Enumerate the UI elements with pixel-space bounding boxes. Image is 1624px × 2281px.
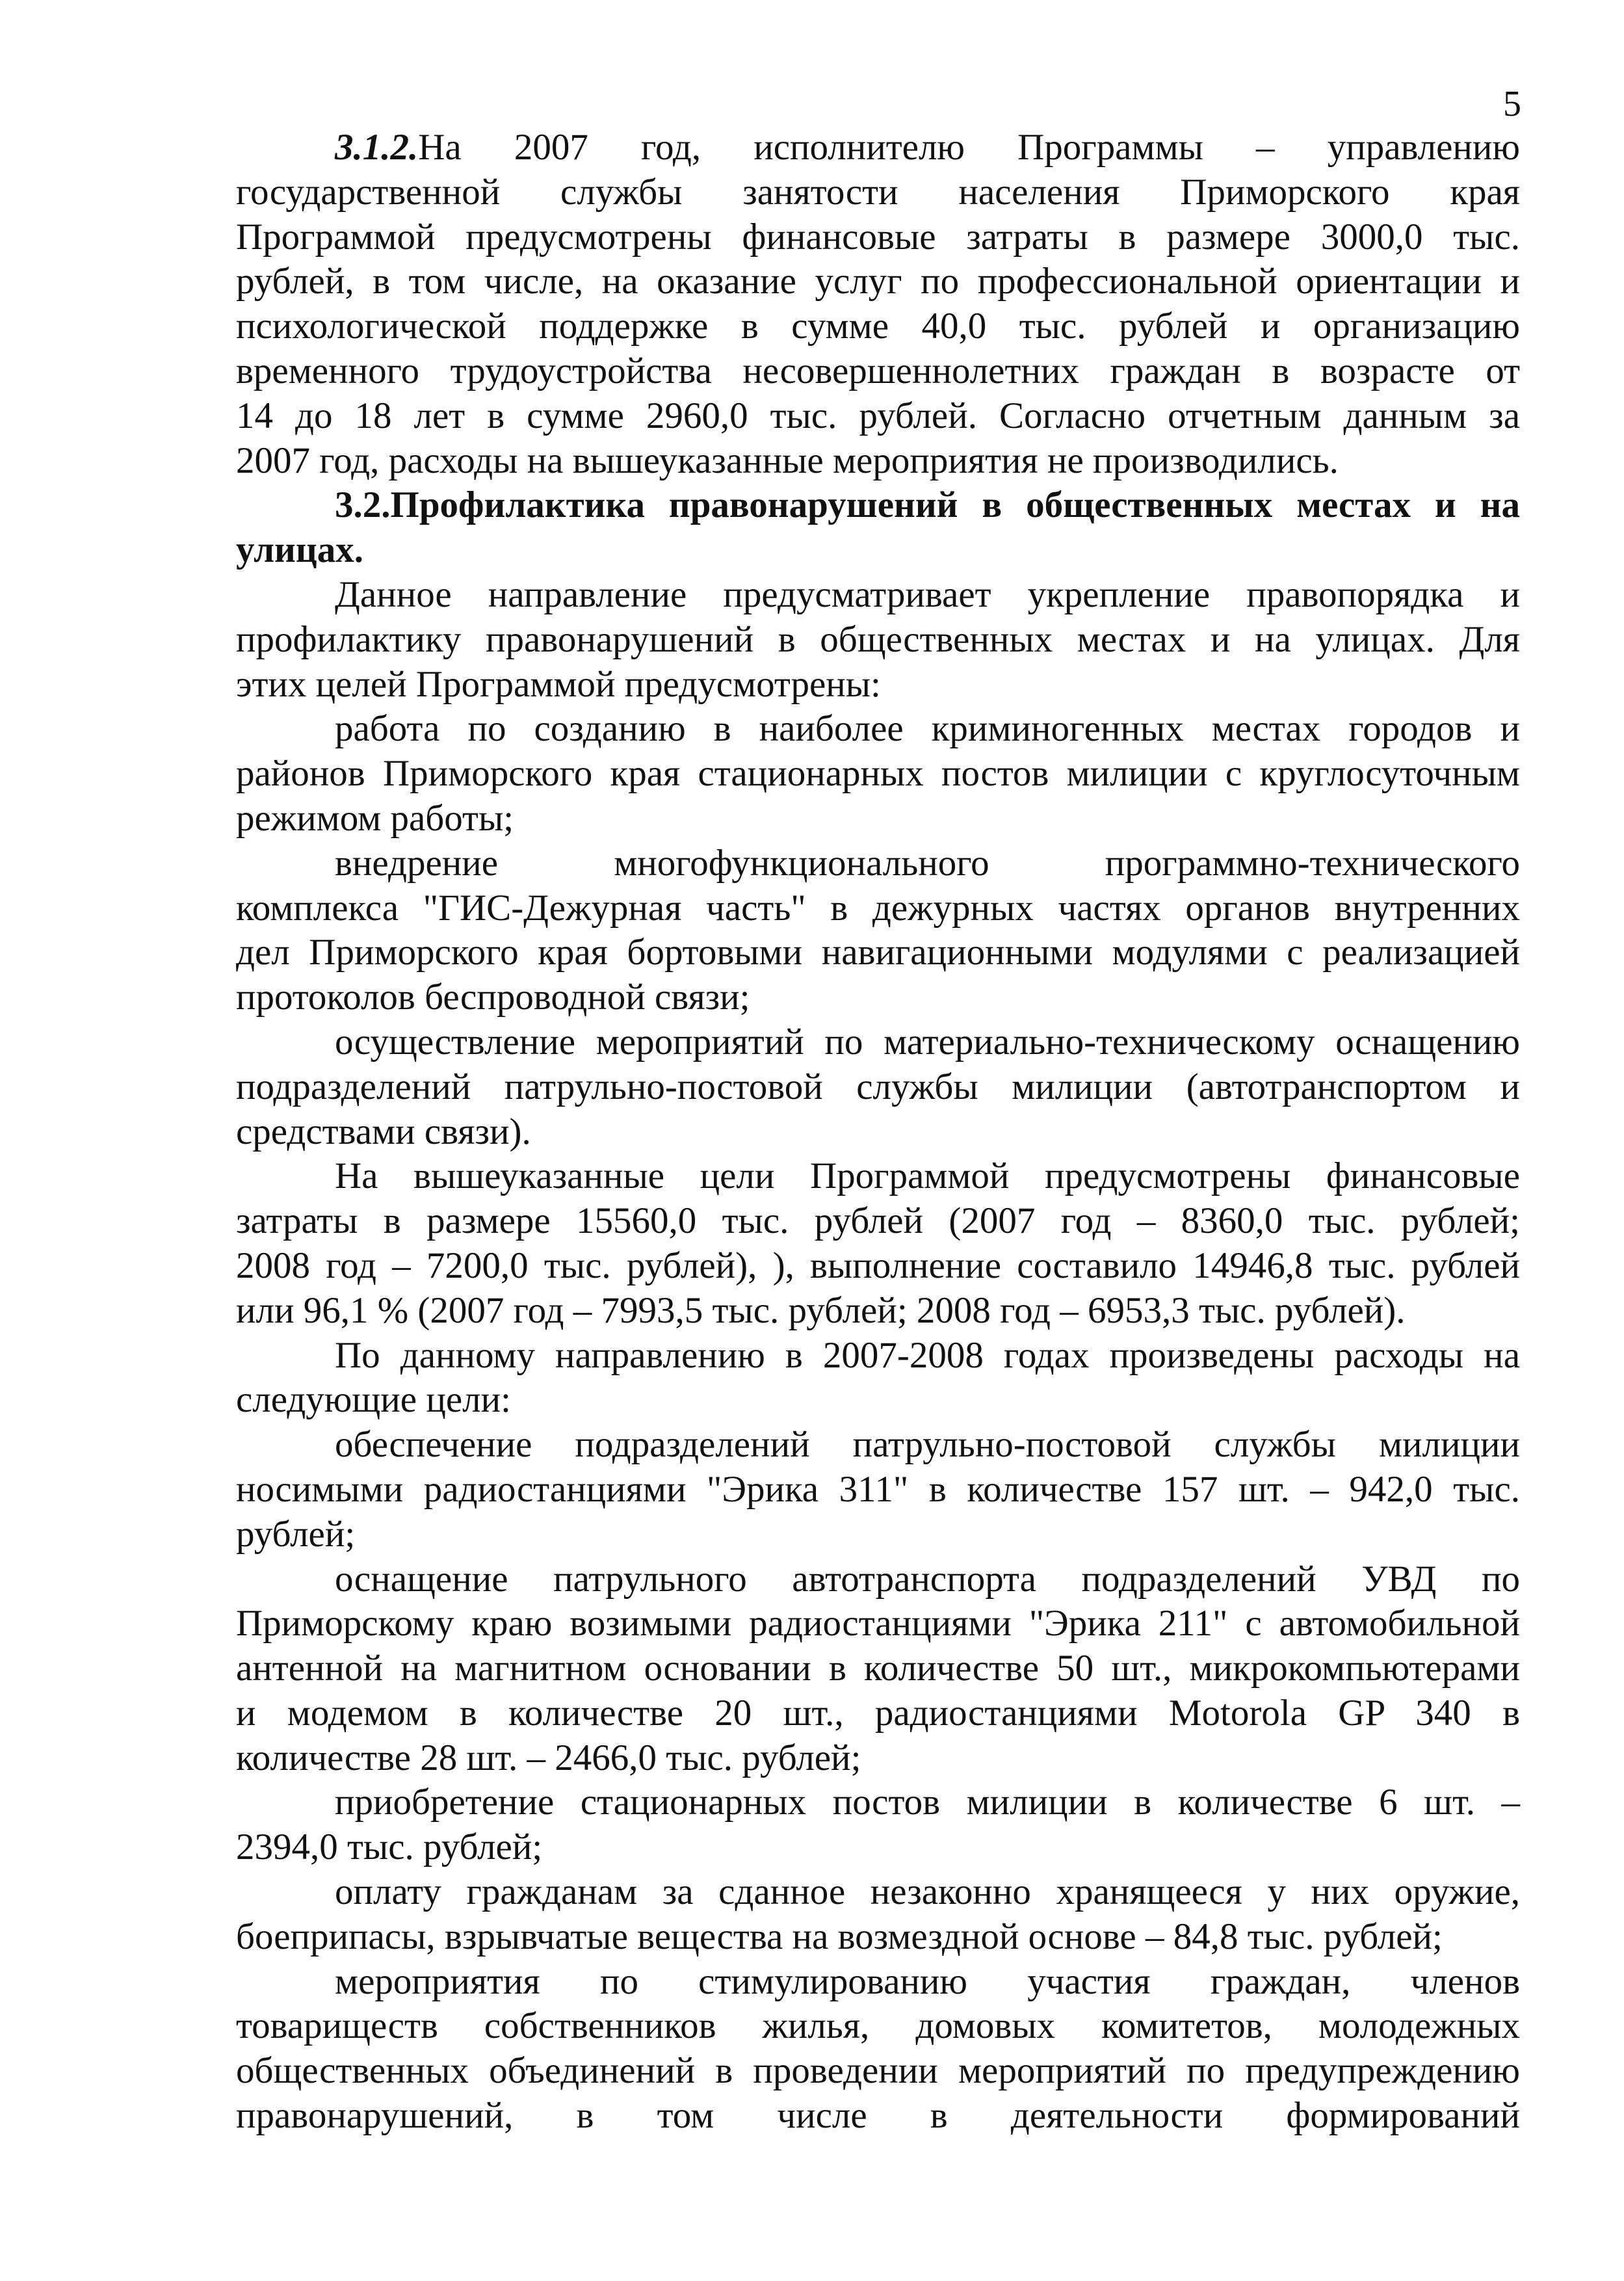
line-text: По данному направлению в 2007-2008 годах произведены расходы на [335,1334,1520,1376]
text-line [236,1512,1520,1557]
text-line [236,1289,1520,1334]
text-line [236,663,1520,707]
text-line [236,1468,1520,1512]
text-line [236,1602,1520,1646]
line-text: Приморскому краю возимыми радиостанциями "Эрика 211" с автомобильной [236,1603,1520,1644]
text-line [236,1736,1520,1781]
line-text: оплату гражданам за сданное незаконно хранящееся у них оружие, [335,1871,1520,1913]
line-text: внедрение многофункционального программно-технического [335,842,1520,884]
line-text: следующие цели: [236,1379,511,1421]
line-text: режимом работы; [236,797,514,839]
line-text: На 2007 год, исполнителю Программы – управлению [418,127,1520,168]
text-line [236,886,1520,931]
text-line [236,125,1520,170]
text-line [236,841,1520,886]
paragraph [236,707,1520,841]
paragraph [236,1334,1520,1423]
text-line [236,1915,1520,1960]
line-text: 14 до 18 лет в сумме 2960,0 тыс. рублей. Согласно отчетным данным за [236,395,1520,436]
paragraph [236,1423,1520,1557]
text-line [236,1646,1520,1691]
text-line [236,618,1520,663]
line-text: работа по созданию в наиболее криминогенных местах городов и [335,708,1520,750]
text-line [236,573,1520,618]
text-line [236,439,1520,484]
line-text: Данное направление предусматривает укрепление правопорядка и [335,574,1520,615]
line-text: средствами связи). [236,1111,531,1152]
line-text: 2008 год – 7200,0 тыс. рублей), ), выполнение составило 14946,8 тыс. рублей [236,1245,1520,1286]
text-line [236,1334,1520,1378]
paragraph [236,1960,1520,2139]
line-text: рублей, в том числе, на оказание услуг по профессиональной ориентации и [236,261,1520,302]
text-line [236,1378,1520,1423]
text-line [236,975,1520,1020]
text-line [236,1199,1520,1244]
paragraph [236,1557,1520,1781]
line-text: товариществ собственников жилья, домовых комитетов, молодежных [236,2005,1520,2047]
text-line [236,1780,1520,1825]
text-line [236,707,1520,752]
paragraph [236,1154,1520,1333]
text-line [236,2094,1520,2139]
text-line [236,528,1520,573]
line-text: На вышеуказанные цели Программой предусмотрены финансовые [335,1155,1520,1197]
line-text: боеприпасы, взрывчатые вещества на возмездной основе – 84,8 тыс. рублей; [236,1916,1443,1957]
text-line [236,215,1520,260]
line-text: приобретение стационарных постов милиции в количестве 6 шт. – [335,1782,1520,1823]
text-line [236,1960,1520,2005]
line-text: и модемом в количестве 20 шт., радиостанциями Motorola GP 340 в [236,1692,1520,1734]
line-text: осуществление мероприятий по материально-техническому оснащению [335,1021,1520,1062]
paragraph [236,125,1520,483]
line-text: антенной на магнитном основании в количестве 50 шт., микрокомпьютерами [236,1648,1520,1689]
line-text: количестве 28 шт. – 2466,0 тыс. рублей; [236,1737,861,1778]
line-text: общественных объединений в проведении мероприятий по предупреждению [236,2050,1520,2092]
section-heading [236,483,1520,573]
text-line [236,483,1520,528]
page-number: 5 [1503,84,1521,124]
text-line [236,1154,1520,1199]
line-text: психологической поддержке в сумме 40,0 тыс. рублей и организацию [236,306,1520,347]
paragraph [236,1020,1520,1154]
document-body [236,125,1520,2139]
paragraph [236,573,1520,707]
text-line [236,1065,1520,1110]
line-text: комплекса "ГИС-Дежурная часть" в дежурных частях органов внутренних [236,887,1520,929]
text-line [236,304,1520,349]
text-line [236,349,1520,394]
text-line [236,1110,1520,1155]
line-text: правонарушений, в том числе в деятельности формирований [236,2095,1520,2137]
line-text: профилактику правонарушений в общественных местах и на улицах. Для [236,618,1520,660]
line-text: носимыми радиостанциями "Эрика 311" в количестве 157 шт. – 942,0 тыс. [236,1468,1520,1510]
text-line [236,170,1520,215]
text-line [236,752,1520,797]
text-line [236,1870,1520,1915]
line-text: обеспечение подразделений патрульно-постовой службы милиции [335,1424,1520,1466]
line-text: этих целей Программой предусмотрены: [236,663,881,705]
line-text: мероприятия по стимулированию участия граждан, членов [335,1960,1520,2002]
line-text: Программой предусмотрены финансовые затраты в размере 3000,0 тыс. [236,216,1520,257]
line-text: или 96,1 % (2007 год – 7993,5 тыс. рублей; 2008 год – 6953,3 тыс. рублей). [236,1289,1406,1331]
line-text: 3.2.Профилактика правонарушений в общественных местах и на [335,484,1520,526]
line-text: государственной службы занятости населения Приморского края [236,171,1520,213]
line-text: временного трудоустройства несовершеннолетних граждан в возрасте от [236,350,1520,391]
line-text: затраты в размере 15560,0 тыс. рублей (2007 год – 8360,0 тыс. рублей; [236,1200,1520,1242]
text-line [236,930,1520,975]
line-text: протоколов беспроводной связи; [236,977,750,1018]
line-text: дел Приморского края бортовыми навигационными модулями с реализацией [236,932,1520,973]
line-text: 2394,0 тыс. рублей; [236,1826,543,1868]
paragraph [236,1780,1520,1870]
text-line [236,1691,1520,1736]
text-line [236,1244,1520,1289]
section-number: 3.1.2. [335,127,419,168]
line-text: оснащение патрульного автотранспорта подразделений УВД по [335,1558,1520,1600]
text-line [236,1020,1520,1065]
text-line [236,2004,1520,2049]
line-text: районов Приморского края стационарных постов милиции с круглосуточным [236,753,1520,795]
text-line [236,797,1520,841]
line-text: 2007 год, расходы на вышеуказанные мероприятия не производились. [236,440,1339,481]
line-text: улицах. [236,529,363,571]
line-text: рублей; [236,1513,356,1555]
text-line [236,259,1520,304]
paragraph [236,1870,1520,1960]
text-line [236,394,1520,439]
paragraph [236,841,1520,1020]
text-line [236,1557,1520,1602]
text-line [236,2049,1520,2094]
text-line [236,1423,1520,1468]
line-text: подразделений патрульно-постовой службы милиции (автотранспортом и [236,1066,1520,1107]
text-line [236,1825,1520,1870]
